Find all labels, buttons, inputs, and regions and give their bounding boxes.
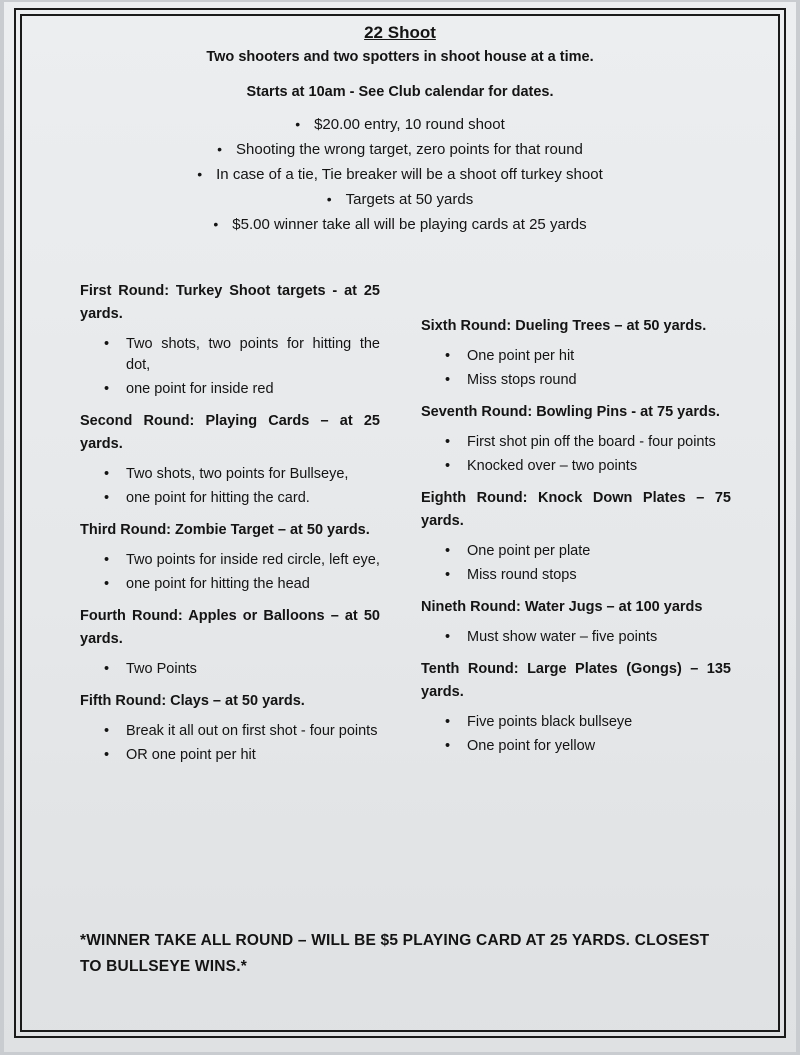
start-info: Starts at 10am - See Club calendar for dates. — [246, 84, 554, 100]
round-item: • Must show water – five points — [445, 627, 731, 648]
round-item: • Knocked over – two points — [445, 456, 731, 477]
round-heading: Fifth Round: Clays – at 50 yards. — [80, 693, 305, 709]
round-item: • One point per plate — [445, 541, 731, 562]
round-item: • Five points black bullseye — [445, 712, 731, 733]
round-7 — [421, 401, 731, 477]
round-item: • one point for inside red — [104, 379, 380, 400]
flyer-header — [20, 22, 780, 237]
round-item: • one point for hitting the head — [104, 574, 380, 595]
round-item: • one point for hitting the card. — [104, 488, 380, 509]
winner-take-all-note: *WINNER TAKE ALL ROUND – WILL BE $5 PLAYING CARD AT 25 YARDS. CLOSEST TO BULLSEYE WINS.* — [80, 932, 710, 975]
round-item: • Two Points — [104, 659, 380, 680]
round-heading: Fourth Round: Apples or Balloons – at 50 yards. — [80, 608, 380, 647]
round-heading: Nineth Round: Water Jugs – at 100 yards — [421, 599, 703, 615]
round-item: • Break it all out on first shot - four points — [104, 721, 380, 742]
round-6 — [421, 315, 731, 391]
left-rounds-column — [80, 280, 380, 776]
round-2 — [80, 410, 380, 509]
rule-item: • Shooting the wrong target, zero points for that round — [20, 137, 780, 162]
round-item: • Miss stops round — [445, 370, 731, 391]
round-item: • Two shots, two points for hitting the dot, — [104, 334, 380, 376]
subtitle: Two shooters and two spotters in shoot house at a time. — [206, 49, 594, 65]
round-8 — [421, 487, 731, 586]
round-heading: Seventh Round: Bowling Pins - at 75 yards. — [421, 404, 720, 420]
round-10 — [421, 658, 731, 757]
round-5 — [80, 690, 380, 766]
round-item: • Miss round stops — [445, 565, 731, 586]
general-rules-list — [20, 112, 780, 237]
round-item: • OR one point per hit — [104, 745, 380, 766]
round-9 — [421, 596, 731, 648]
round-4 — [80, 605, 380, 680]
round-3 — [80, 519, 380, 595]
round-item: • One point for yellow — [445, 736, 731, 757]
rule-item: • $5.00 winner take all will be playing cards at 25 yards — [20, 212, 780, 237]
rule-item: • Targets at 50 yards — [20, 187, 780, 212]
round-heading: Eighth Round: Knock Down Plates – 75 yards. — [421, 490, 731, 529]
round-item: • First shot pin off the board - four points — [445, 432, 731, 453]
rule-item: • In case of a tie, Tie breaker will be a shoot off turkey shoot — [20, 162, 780, 187]
page-title: 22 Shoot — [364, 23, 436, 42]
round-heading: First Round: Turkey Shoot targets - at 25 yards. — [80, 283, 380, 322]
round-heading: Third Round: Zombie Target – at 50 yards. — [80, 522, 370, 538]
round-heading: Sixth Round: Dueling Trees – at 50 yards. — [421, 318, 707, 334]
round-heading: Second Round: Playing Cards – at 25 yards. — [80, 413, 380, 452]
rule-item: • $20.00 entry, 10 round shoot — [20, 112, 780, 137]
round-item: • One point per hit — [445, 346, 731, 367]
round-heading: Tenth Round: Large Plates (Gongs) – 135 yards. — [421, 661, 731, 700]
round-item: • Two points for inside red circle, left eye, — [104, 550, 380, 571]
round-1 — [80, 280, 380, 400]
round-item: • Two shots, two points for Bullseye, — [104, 464, 380, 485]
right-rounds-column — [421, 315, 731, 767]
